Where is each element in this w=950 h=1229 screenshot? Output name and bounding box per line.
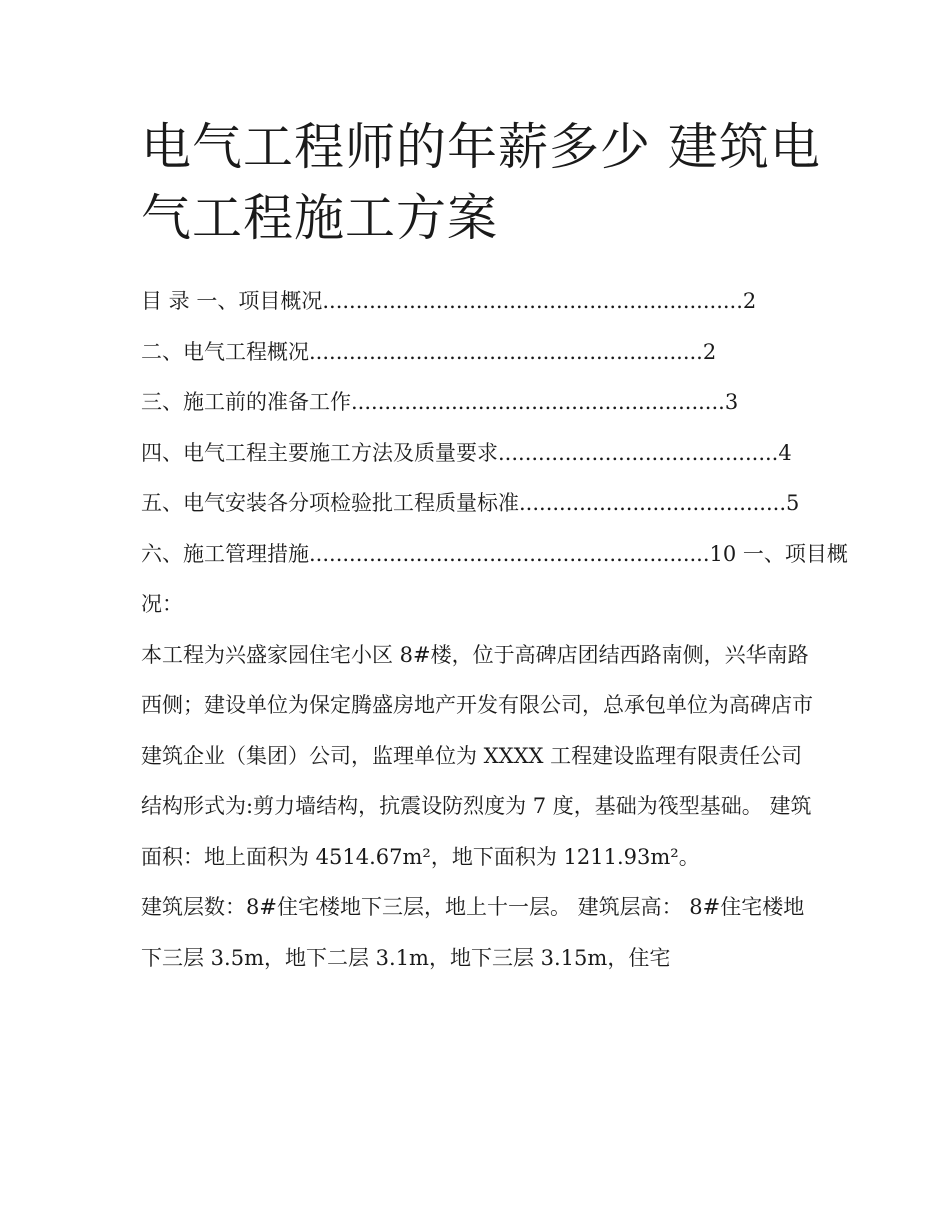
toc-item: 六、施工管理措施............................................................10 一、项目概 <box>141 541 848 566</box>
body-paragraph: 本工程为兴盛家园住宅小区 8#楼，位于高碑店团结西路南侧，兴华南路西侧；建设单位为保定腾盛房地产开发有限公司，总承包单位为高碑店市建筑企业（集团）公司，监理单位为 XXXX 工程建设监理有限责任公司 <box>141 642 813 768</box>
toc-item: 三、施工前的准备工作........................................................3 <box>141 390 739 414</box>
body-paragraph: 结构形式为:剪力墙结构，抗震设防烈度为 7 度，基础为筏型基础。 建筑面积：地上面积为 4514.67m²，地下面积为 1211.93m²。 <box>141 794 812 869</box>
toc-item: 五、电气安装各分项检验批工程质量标准........................................5 <box>141 491 800 515</box>
toc-item: 四、电气工程主要施工方法及质量要求..........................................4 <box>141 440 792 465</box>
toc-item: 二、电气工程概况...........................................................2 <box>141 339 717 364</box>
document-page <box>141 112 848 983</box>
toc-item: 目 录 一、项目概况...............................................................2 <box>141 289 757 313</box>
body-paragraph: 建筑层数：8#住宅楼地下三层，地上十一层。 建筑层高： 8#住宅楼地下三层 3.5m，地下二层 3.1m，地下三层 3.15m，住宅 <box>141 895 805 970</box>
section-heading-continuation: 况： <box>141 592 183 616</box>
document-title: 电气工程师的年薪多少 建筑电气工程施工方案 <box>141 118 821 247</box>
